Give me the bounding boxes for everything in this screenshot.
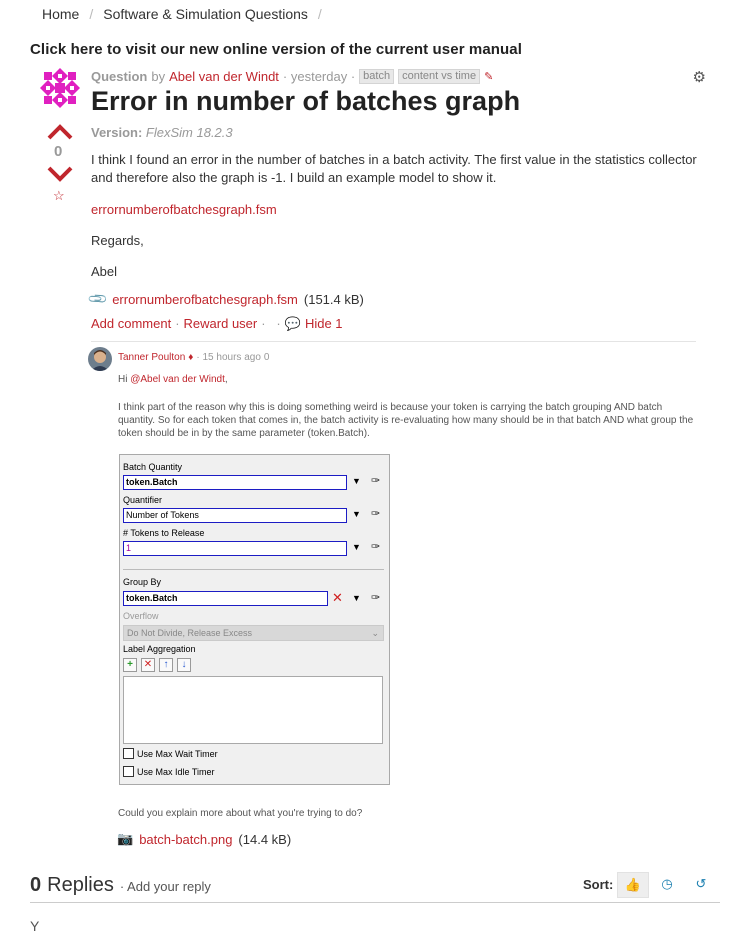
label-aggregation-label: Label Aggregation bbox=[123, 644, 196, 654]
replies-count: 0 bbox=[30, 874, 42, 896]
model-file-link[interactable]: errornumberofbatchesgraph.fsm bbox=[91, 202, 277, 217]
chevron-up-icon bbox=[47, 124, 73, 140]
chevron-down-icon: ⌄ bbox=[371, 628, 379, 638]
edit-icon[interactable]: ✎ bbox=[484, 71, 494, 83]
author-link[interactable]: Abel van der Windt bbox=[169, 69, 279, 84]
favorite-star-icon[interactable]: ☆ bbox=[53, 188, 65, 203]
add-plus-icon: + bbox=[123, 658, 137, 672]
identicon-avatar-icon bbox=[38, 66, 82, 110]
question-body: I think I found an error in the number of batches in a batch activity. The first value in the statistics collector and therefore also the graph is -1. I build an example model to show it. bbox=[91, 152, 697, 185]
batch-quantity-label: Batch Quantity bbox=[123, 462, 183, 472]
signature-text: Abel bbox=[91, 264, 118, 279]
replies-header bbox=[30, 874, 211, 897]
downvote-button[interactable] bbox=[47, 166, 73, 187]
commenter-avatar[interactable] bbox=[88, 347, 112, 371]
label-aggregation-list bbox=[123, 676, 383, 744]
tokens-release-label: # Tokens to Release bbox=[123, 528, 205, 538]
thumbs-up-icon: 👍 bbox=[624, 877, 642, 892]
quantifier-field: Number of Tokens bbox=[123, 508, 347, 523]
arrow-down-icon: ↓ bbox=[177, 658, 191, 672]
breadcrumb-home[interactable]: Home bbox=[42, 6, 80, 22]
reward-user-link[interactable]: Reward user bbox=[183, 316, 258, 331]
vote-count: 0 bbox=[54, 143, 63, 160]
comment-attachment bbox=[117, 831, 291, 847]
mention-link[interactable]: @Abel van der Windt bbox=[130, 374, 225, 385]
tag-content-vs-time[interactable]: content vs time bbox=[398, 69, 480, 84]
eyedropper-icon: ✑ bbox=[371, 592, 381, 604]
comment-body: I think part of the reason why this is doing something weird is because your token is carrying the batch grouping AND batch quantity. So for each token that comes in, the batch activity is re-evaluating how many should be in that batch AND what group the token should be in by the same parameter (token.Batch). bbox=[118, 402, 694, 439]
question-attachment bbox=[86, 287, 364, 310]
question-meta bbox=[91, 69, 493, 84]
chevron-down-icon bbox=[47, 166, 73, 182]
image-attachment-link[interactable]: batch-batch.png bbox=[139, 831, 233, 847]
person-photo-icon bbox=[88, 347, 112, 371]
image-attachment-size: (14.4 kB) bbox=[238, 831, 292, 847]
regards-text: Regards, bbox=[91, 233, 144, 248]
author-avatar[interactable] bbox=[38, 66, 82, 110]
delete-x-icon: ✕ bbox=[141, 658, 155, 672]
batch-properties-screenshot bbox=[119, 454, 390, 785]
breadcrumb-separator: / bbox=[317, 6, 322, 22]
user-manual-banner-link[interactable]: Click here to visit our new online version of the current user manual bbox=[30, 41, 523, 58]
sort-votes-button[interactable] bbox=[617, 872, 649, 898]
eyedropper-icon: ✑ bbox=[371, 541, 381, 553]
by-text: by bbox=[151, 69, 166, 84]
dropdown-arrow-icon: ▼ bbox=[352, 593, 361, 603]
clock-icon: ◷ bbox=[661, 876, 673, 891]
group-by-field: token.Batch bbox=[123, 591, 328, 606]
gear-icon[interactable]: ⚙ bbox=[692, 69, 706, 86]
hide-comments-link[interactable]: Hide 1 bbox=[304, 316, 343, 331]
moderator-badge: ♦ bbox=[188, 352, 194, 363]
dropdown-arrow-icon: ▼ bbox=[352, 509, 361, 519]
sort-label: Sort: bbox=[583, 877, 614, 892]
breadcrumb-section[interactable]: Software & Simulation Questions bbox=[103, 6, 308, 22]
comment-meta bbox=[118, 352, 269, 363]
dropdown-arrow-icon: ▼ bbox=[352, 542, 361, 552]
question-title: Error in number of batches graph bbox=[91, 86, 521, 116]
tag-batch[interactable]: batch bbox=[359, 69, 394, 84]
commenter-link[interactable]: Tanner Poulton bbox=[118, 352, 186, 363]
history-icon: ↺ bbox=[695, 876, 707, 891]
max-wait-checkbox: Use Max Wait Timer bbox=[123, 748, 218, 759]
comment-question: Could you explain more about what you're trying to do? bbox=[118, 808, 363, 819]
eyedropper-icon: ✑ bbox=[371, 475, 381, 487]
sort-newest-button[interactable] bbox=[652, 872, 682, 896]
max-idle-checkbox: Use Max Idle Timer bbox=[123, 766, 215, 777]
posted-time: · yesterday · bbox=[282, 69, 356, 84]
divider bbox=[30, 902, 720, 903]
arrow-up-icon: ↑ bbox=[159, 658, 173, 672]
batch-quantity-field: token.Batch bbox=[123, 475, 347, 490]
question-actions: Add comment · Reward user · · 💬 Hide 1 bbox=[91, 316, 343, 331]
divider bbox=[91, 341, 696, 342]
dropdown-arrow-icon: ▼ bbox=[352, 476, 361, 486]
version-line bbox=[91, 125, 233, 140]
comments-icon: 💬 bbox=[284, 316, 301, 331]
comment-greeting: Hi @Abel van der Windt, bbox=[118, 374, 228, 385]
question-label: Question bbox=[91, 69, 148, 84]
divider bbox=[123, 569, 384, 570]
attachment-size: (151.4 kB) bbox=[303, 291, 364, 307]
eyedropper-icon: ✑ bbox=[371, 508, 381, 520]
add-reply-link[interactable]: · Add your reply bbox=[119, 879, 211, 894]
add-comment-link[interactable]: Add comment bbox=[91, 316, 172, 331]
version-value: FlexSim 18.2.3 bbox=[145, 125, 233, 140]
cutoff-text: Y bbox=[30, 918, 40, 934]
overflow-select: Do Not Divide, Release Excess ⌄ bbox=[123, 625, 384, 641]
version-label: Version: bbox=[91, 125, 143, 140]
upvote-button[interactable] bbox=[47, 124, 73, 145]
tokens-release-field: 1 bbox=[123, 541, 347, 556]
quantifier-label: Quantifier bbox=[123, 495, 163, 505]
group-by-label: Group By bbox=[123, 577, 162, 587]
clear-x-icon: ✕ bbox=[332, 590, 343, 605]
replies-word: Replies bbox=[47, 874, 114, 896]
sort-activity-button[interactable] bbox=[686, 872, 716, 896]
breadcrumb-separator: / bbox=[89, 6, 94, 22]
attachment-link[interactable]: errornumberofbatchesgraph.fsm bbox=[112, 291, 298, 307]
overflow-label: Overflow bbox=[123, 611, 159, 621]
comment-time: · 15 hours ago bbox=[196, 352, 261, 363]
camera-icon: 📷 bbox=[117, 831, 134, 846]
breadcrumb bbox=[42, 6, 322, 22]
comment-votes: 0 bbox=[263, 352, 270, 363]
paperclip-icon: 📎 bbox=[86, 287, 109, 310]
